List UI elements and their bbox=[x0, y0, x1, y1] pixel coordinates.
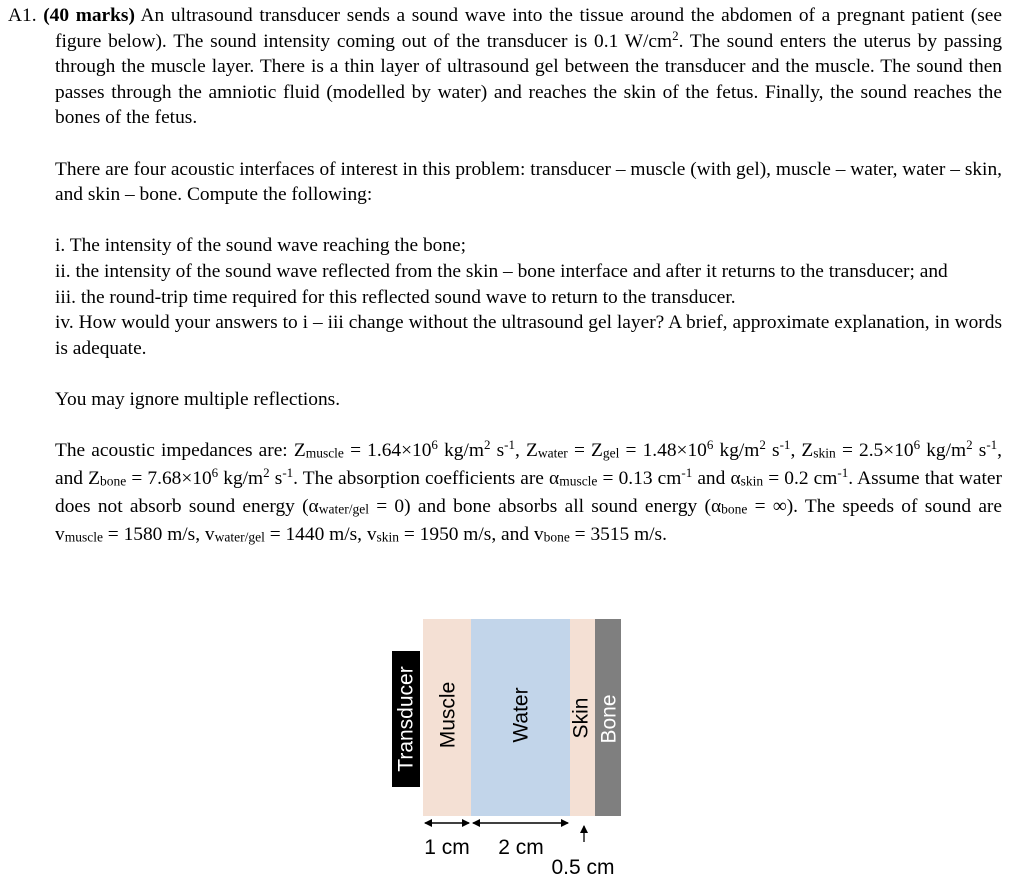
transducer-label: Transducer bbox=[394, 666, 418, 772]
question-marks: (40 marks) bbox=[43, 5, 135, 26]
impedance-paragraph: The acoustic impedances are: Zmuscle = $1.64\times 10^6$ $kg/m^2$ $s^{-1}$, Zwater = Zgel = $1.48\times 10^6$ $kg/m^2$ $s^{-1}$, Zskin = $2.5\times 10^6$ $kg/m^2$ $s^{-1}$, and Zbone = $7.68\times 10^6$ $kg/m^2$ $s^{-1}$. The absorption coefficients are αmuscle = 0.13 $cm^{-1}$ and αskin = 0.2 $cm^{-1}$. Assume that water does not absorb sound energy (αwater/gel = 0) and bone absorbs all sound energy (αbone = ∞). The speeds of sound are vmuscle = 1580 m/s, vwater/gel = 1440 m/s, vskin = 1950 m/s, and vbone = 3515 m/s. bbox=[55, 436, 1003, 545]
problem-document bbox=[8, 3, 1002, 550]
muscle-label: Muscle bbox=[436, 681, 460, 749]
muscle-thickness-label: 1 cm bbox=[424, 836, 470, 859]
item-ii: ii. the intensity of the sound wave reflected from the skin – bone interface and after it returns to the transducer; and bbox=[55, 260, 948, 282]
skin-thickness-label: 0.5 cm bbox=[551, 856, 615, 879]
ignore-reflections-note: You may ignore multiple reflections. bbox=[55, 388, 341, 410]
intro-superscript: 2 bbox=[672, 27, 679, 43]
item-i: i. The intensity of the sound wave reaching the bone; bbox=[55, 235, 467, 257]
tissue-layers-figure bbox=[388, 616, 628, 882]
question-number: A1. bbox=[8, 5, 37, 26]
interfaces-paragraph: There are four acoustic interfaces of interest in this problem: transducer – muscle (with gel), muscle – water, water – skin, and skin – bone. Compute the following: bbox=[55, 158, 1002, 206]
item-iii: iii. the round-trip time required for this reflected sound wave to return to the transducer. bbox=[55, 286, 736, 308]
question-intro bbox=[8, 3, 1002, 131]
skin-label: Skin bbox=[569, 697, 593, 739]
item-iv: iv. How would your answers to i – iii change without the ultrasound gel layer? A brief, approximate explanation, in words is adequate. bbox=[55, 312, 1002, 359]
water-thickness-label: 2 cm bbox=[498, 836, 544, 859]
bone-label: Bone bbox=[597, 694, 621, 744]
water-label: Water bbox=[509, 687, 533, 743]
intro-text-continued: . The sound enters the uterus by passing through the muscle layer. There is a thin layer of ultrasound gel between the transducer and the muscle. The sound then passes through the amniotic fluid (modelled by water) and reaches the skin of the fetus. Finally, the sound reaches the bones of the fetus. bbox=[55, 30, 1003, 129]
intro-text: An ultrasound transducer sends a sound wave into the tissue around the abdomen of a pregnant patient (see figure below). The sound intensity coming out of the transducer is 0.1 W/cm bbox=[55, 5, 1003, 52]
